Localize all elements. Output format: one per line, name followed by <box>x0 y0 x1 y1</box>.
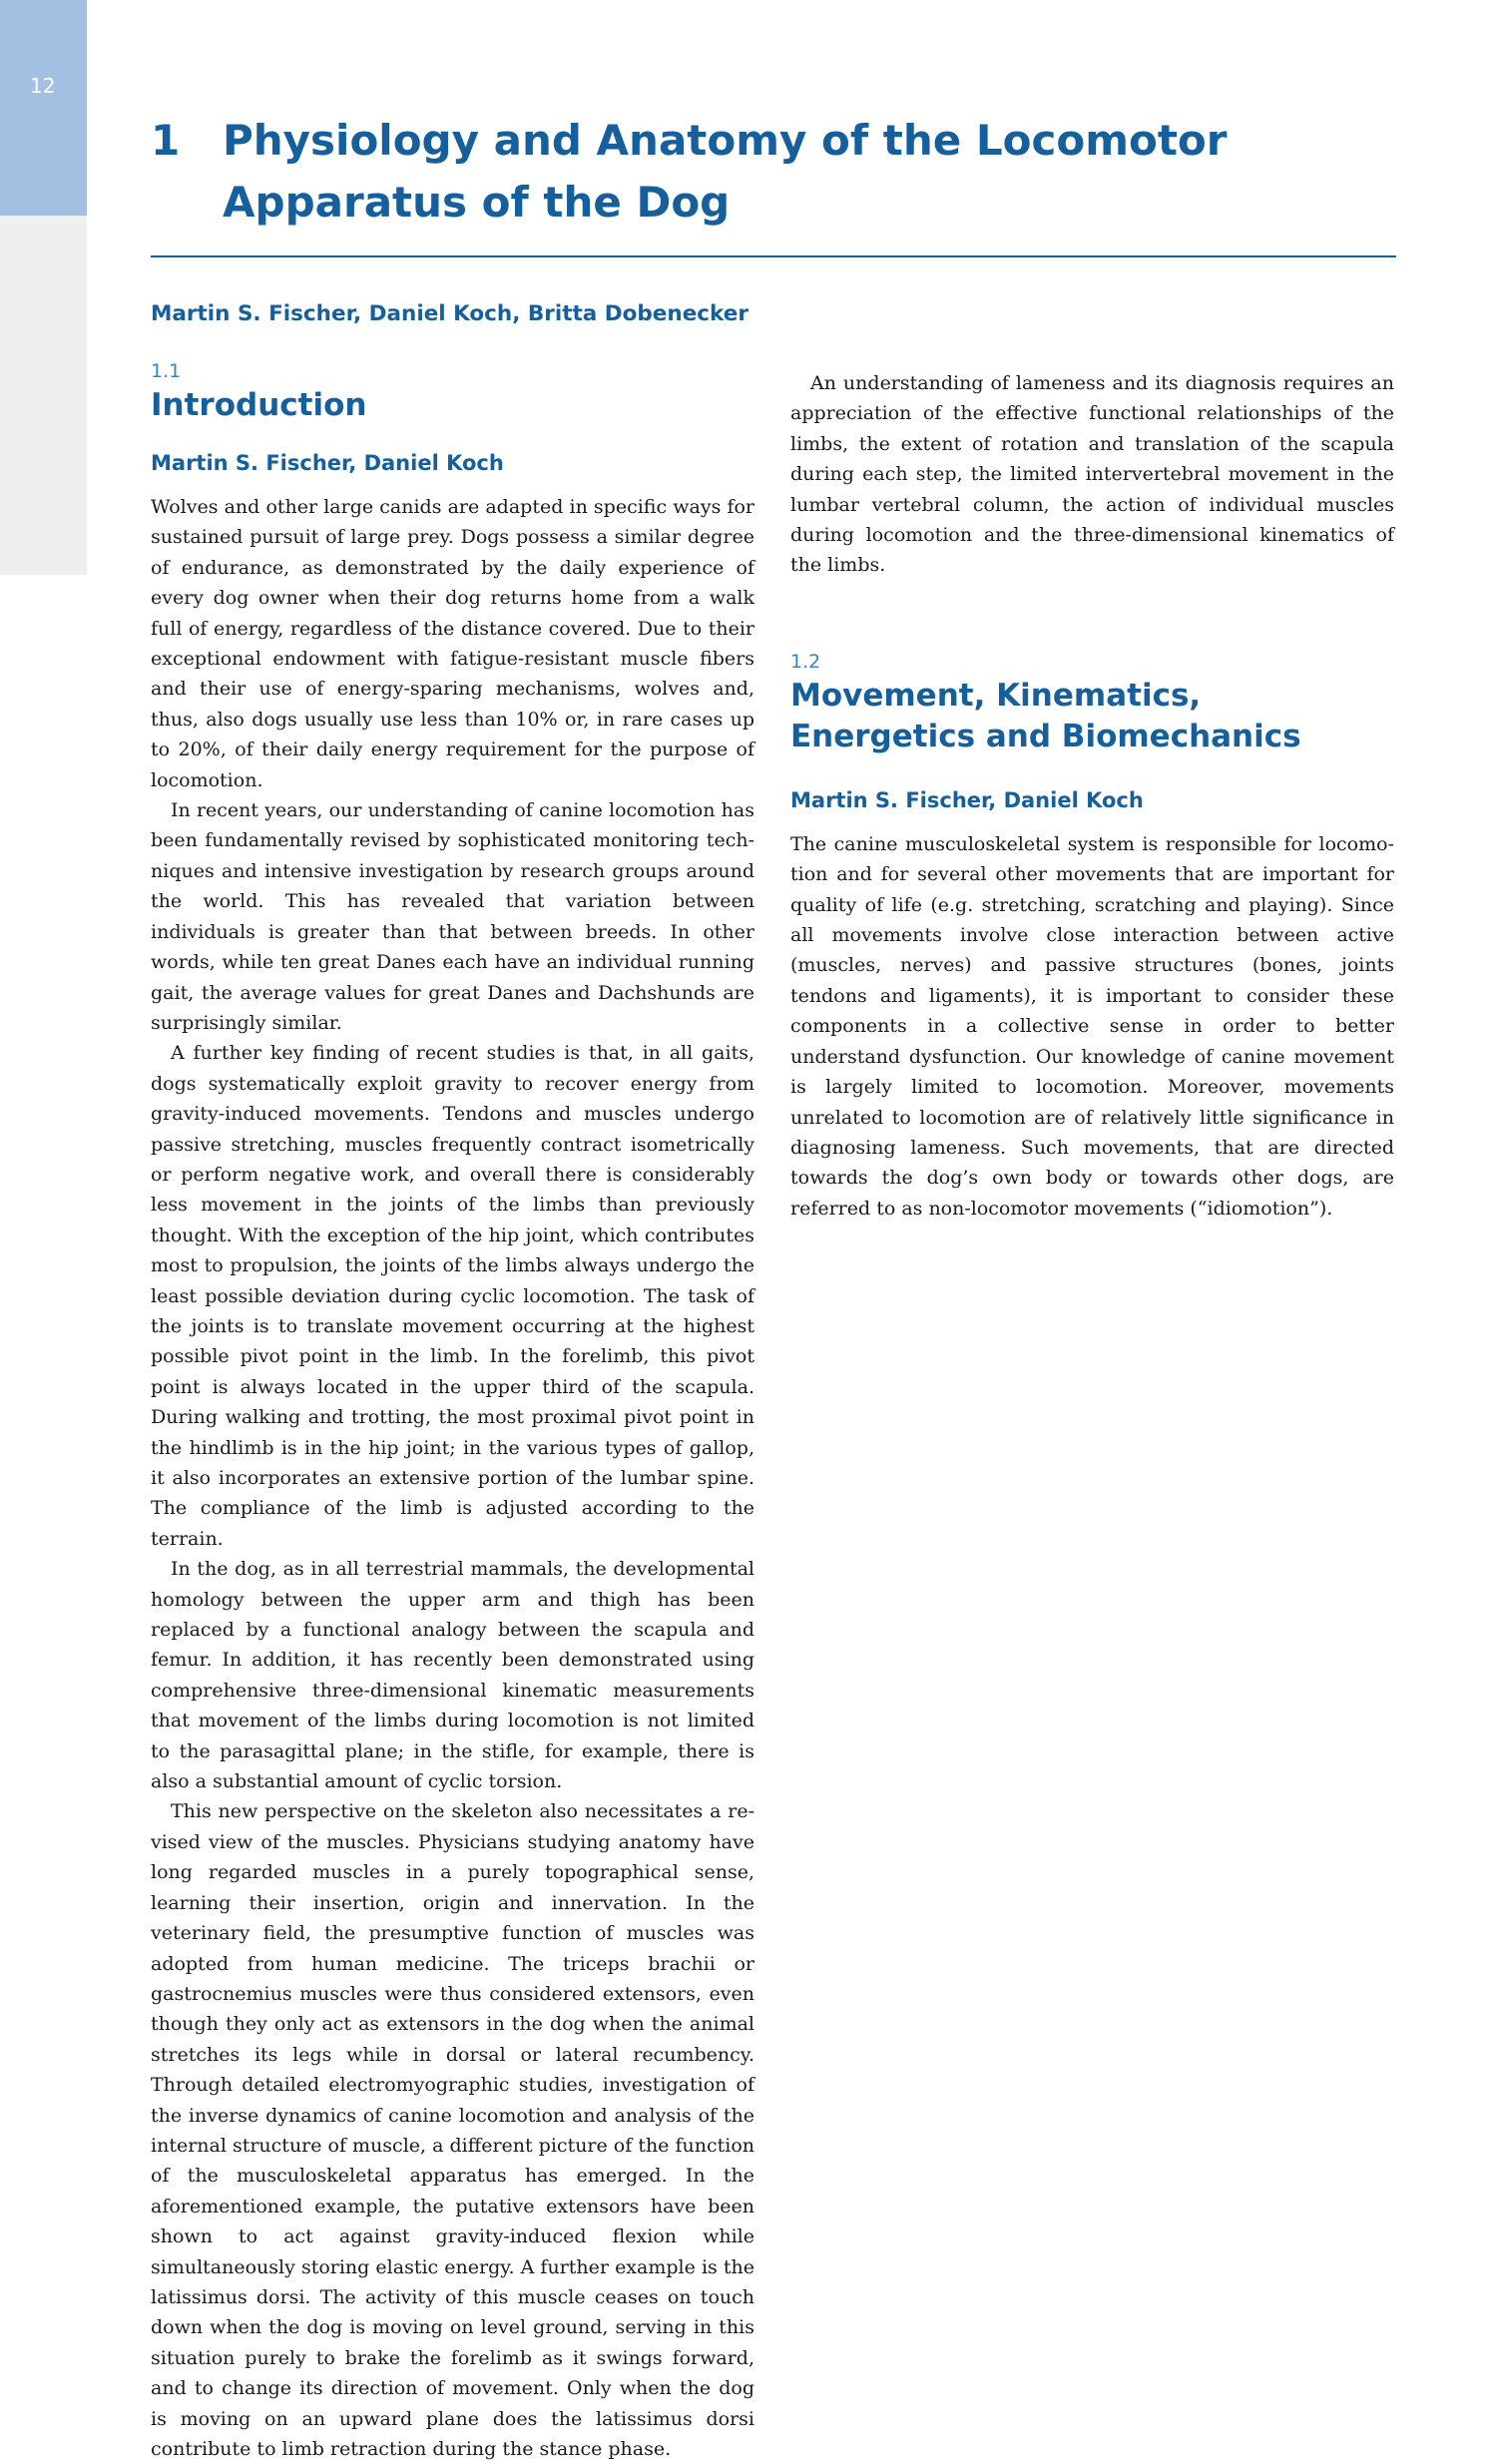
section-number: 1.2 <box>790 650 821 673</box>
paragraph: This new perspective on the skeleton also necessitates a revised view of the muscles. Physicians studying anatomy have long regarded muscles in a purely topographical sense, learning their insertion, origin and innervation. In the veterinary field, the presumptive function of muscles was adopted from human medicine. The triceps brachii or gastrocnemius muscles were thus considered extensors, even though they only act as extensors in the dog when the animal stretches its legs while in dorsal or lateral recumbency. Through detailed electromyographic studies, investigation of the inverse dynamics of canine locomotion and analysis of the internal structure of muscle, a different picture of the function of the musculoskeletal apparatus has emerged. In the aforementioned example, the putative extensors have been shown to act against gravity-induced flexion while simultaneously storing elastic energy. A further example is the latissimus dorsi. The activity of this muscle ceases on touch down when the dog is moving on level ground, serving in this situation purely to brake the forelimb as it swings forward, and to change its direction of movement. Only when the dog is moving on an upward plane does the latissimus dorsi contribute to limb retraction during the stance phase. <box>151 1800 755 2460</box>
section-authors: Martin S. Fischer, Daniel Koch <box>151 451 504 475</box>
page-number: 12 <box>30 74 56 98</box>
paragraph: Wolves and other large canids are adapted in specific ways for sustained pursuit of large prey. Dogs possess a similar degree of endurance, as demonstrated by the daily experience of every dog owner when their dog returns home from a walk full of energy, regardless of the distance covered. Due to their exceptional endowment with fatigue-resistant muscle fibers and their use of energy-sparing mechanisms, wolves and, thus, also dogs usually use less than 10% or, in rare cases up to 20%, of their daily energy requirement for the purpose of locomotion. <box>151 496 754 791</box>
paragraph: In the dog, as in all terrestrial mammals, the developmental homology between the upper arm and thigh has been replaced by a functional analogy between the scapula and femur. In addition, it has recently been demonstrated using comprehensive three-dimensional kinematic measurements that movement of the limbs during locomotion is not limited to the parasagittal plane; in the stifle, for example, there is also a substantial amount of cyclic torsion. <box>151 1558 754 1793</box>
section-number: 1.1 <box>151 360 182 382</box>
right-column <box>790 368 1394 1224</box>
chapter-authors: Martin S. Fischer, Daniel Koch, Britta Dobenecker <box>151 301 748 326</box>
page-tab-marker <box>0 0 87 216</box>
section-title: Introduction <box>151 387 367 423</box>
paragraph: The canine musculoskeletal system is responsible for locomotion and for several other movements that are important for quality of life (e.g. stretching, scratching and playing). Since all movements involve close interaction between active (muscles, nerves) and passive structures (bones, joints tendons and ligaments), it is important to consider these components in a collective sense in order to better understand dysfunction. Our knowledge of canine movement is largely limited to locomotion. Moreover, movements unrelated to locomotion are of relatively little significance in diagnosing lameness. Such movements, that are directed towards the dog’s own body or towards other dogs, are referred to as non-locomotor movements (“idiomotion”). <box>790 832 1394 1220</box>
chapter-title <box>151 110 1398 234</box>
left-column <box>151 357 754 2464</box>
paragraph: A further key finding of recent studies is that, in all gaits, dogs systematically exploit gravity to recover energy from gravity-induced movements. Tendons and muscles undergo passive stretching, muscles frequently contract isometrically or perform negative work, and overall there is considerably less movement in the joints of the limbs than previously thought. With the exception of the hip joint, which contributes most to propulsion, the joints of the limbs always undergo the least possible deviation during cyclic locomotion. The task of the joints is to translate movement occurring at the highest possible pivot point in the limb. In the forelimb, this pivot point is always located in the upper third of the scapula. During walking and trotting, the most proximal pivot point in the hindlimb is in the hip joint; in the various types of gallop, it also incorporates an extensive portion of the lumbar spine. The compliance of the limb is adjusted according to the terrain. <box>151 1042 754 1550</box>
section-title: Movement, Kinematics, Energetics and Biomechanics <box>790 677 1301 754</box>
page-side-band <box>0 216 87 575</box>
paragraph: In recent years, our understanding of canine locomotion has been fundamentally revised by sophisticated monitoring techniques and intensive investigation by research groups around the world. This has revealed that variation between individuals is greater than that between breeds. In other words, while ten great Danes each have an individual running gait, the average values for great Danes and Dachshunds are surprisingly similar. <box>151 799 754 1034</box>
paragraph: An understanding of lameness and its diagnosis requires an appreciation of the effective functional relationships of the limbs, the extent of rotation and translation of the scapula during each step, the limited intervertebral movement in the lumbar vertebral column, the action of individual muscles during locomotion and the three-dimensional kinematics of the limbs. <box>790 372 1394 577</box>
chapter-title-text: Physiology and Anatomy of the Locomotor Apparatus of the Dog <box>223 116 1228 227</box>
section-authors: Martin S. Fischer, Daniel Koch <box>790 787 1144 812</box>
title-rule <box>151 255 1396 257</box>
chapter-number: 1 <box>151 116 181 165</box>
